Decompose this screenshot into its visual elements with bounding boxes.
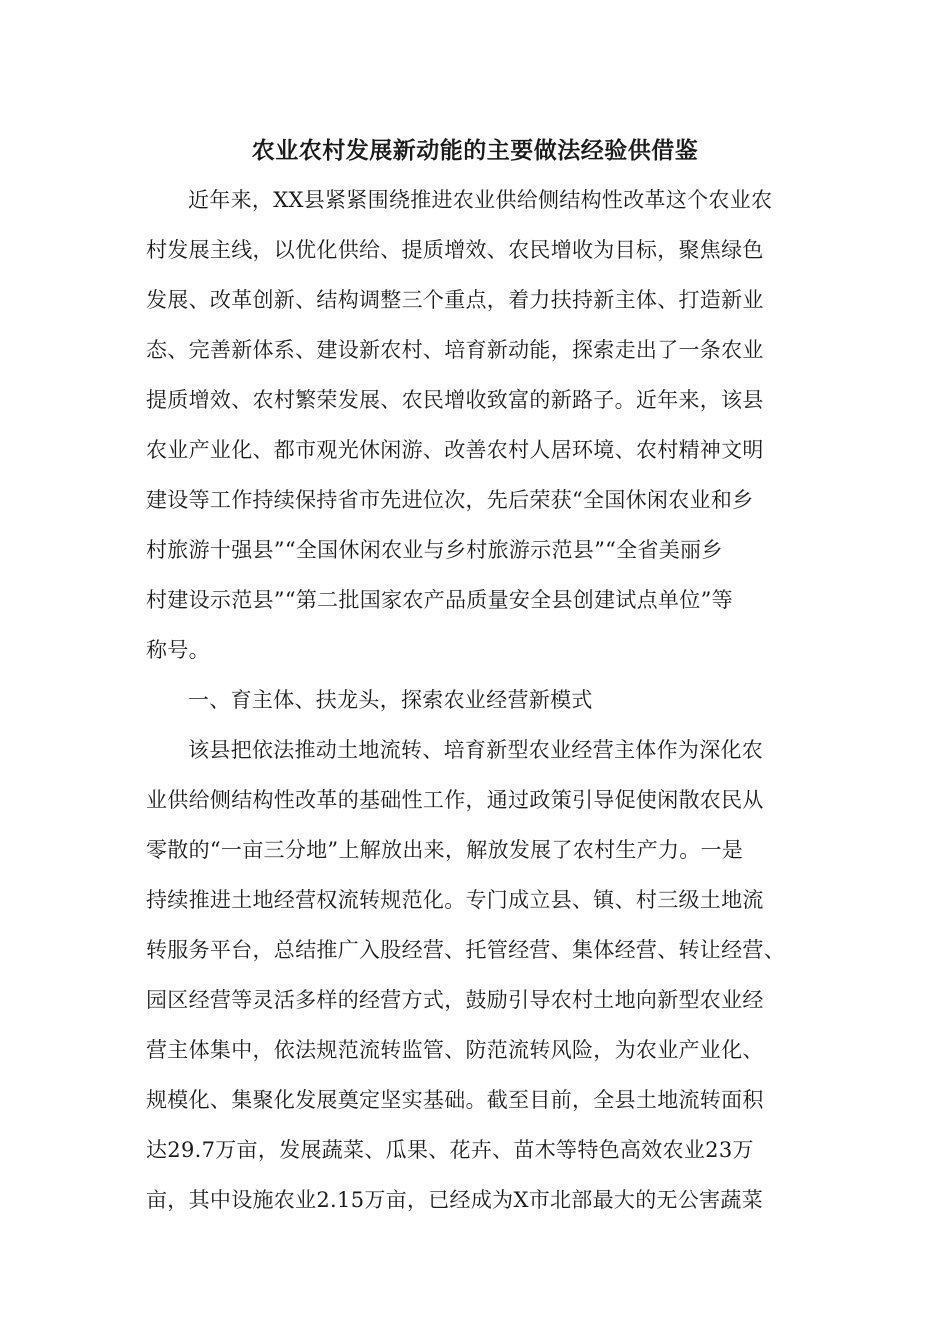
paragraph-line: 发展、改革创新、结构调整三个重点，着力扶持新主体、打造新业 [146, 288, 764, 312]
paragraph-line: 村发展主线，以优化供给、提质增效、农民增收为目标，聚焦绿色 [146, 238, 764, 262]
paragraph-line: 村旅游十强县”“全国休闲农业与乡村旅游示范县”“全省美丽乡 [146, 538, 723, 562]
paragraph-line: 规模化、集聚化发展奠定坚实基础。截至目前，全县土地流转面积 [146, 1088, 764, 1112]
paragraph-line: 达29.7万亩，发展蔬菜、瓜果、花卉、苗木等特色高效农业23万 [146, 1138, 754, 1162]
paragraph-line: 提质增效、农村繁荣发展、农民增收致富的新路子。近年来，该县 [146, 388, 764, 412]
paragraph-line: 村建设示范县”“第二批国家农产品质量安全县创建试点单位”等 [146, 588, 733, 612]
paragraph-line: 零散的“一亩三分地”上解放出来，解放发展了农村生产力。一是 [146, 838, 744, 862]
paragraph-line: 亩，其中设施农业2.15万亩，已经成为X市北部最大的无公害蔬菜 [146, 1188, 764, 1212]
section-heading: 一、育主体、扶龙头，探索农业经营新模式 [188, 688, 593, 712]
paragraph-line: 称号。 [146, 638, 210, 662]
paragraph-line: 营主体集中，依法规范流转监管、防范流转风险，为农业产业化、 [146, 1038, 764, 1062]
paragraph-line: 态、完善新体系、建设新农村、培育新动能，探索走出了一条农业 [146, 338, 764, 362]
paragraph-line: 该县把依法推动土地流转、培育新型农业经营主体作为深化农 [188, 738, 764, 762]
paragraph-line: 转服务平台，总结推广入股经营、托管经营、集体经营、转让经营、 [146, 938, 785, 962]
paragraph-line: 业供给侧结构性改革的基础性工作，通过政策引导促使闲散农民从 [146, 788, 764, 812]
paragraph-line: 持续推进土地经营权流转规范化。专门成立县、镇、村三级土地流 [146, 888, 764, 912]
paragraph-line: 园区经营等灵活多样的经营方式，鼓励引导农村土地向新型农业经 [146, 988, 764, 1012]
paragraph-line: 建设等工作持续保持省市先进位次，先后荣获“全国休闲农业和乡 [146, 488, 754, 512]
paragraph-line: 农业产业化、都市观光休闲游、改善农村人居环境、农村精神文明 [146, 438, 764, 462]
document-title: 农业农村发展新动能的主要做法经验供借鉴 [251, 137, 699, 164]
paragraph-line: 近年来，XX县紧紧围绕推进农业供给侧结构性改革这个农业农 [188, 188, 773, 212]
